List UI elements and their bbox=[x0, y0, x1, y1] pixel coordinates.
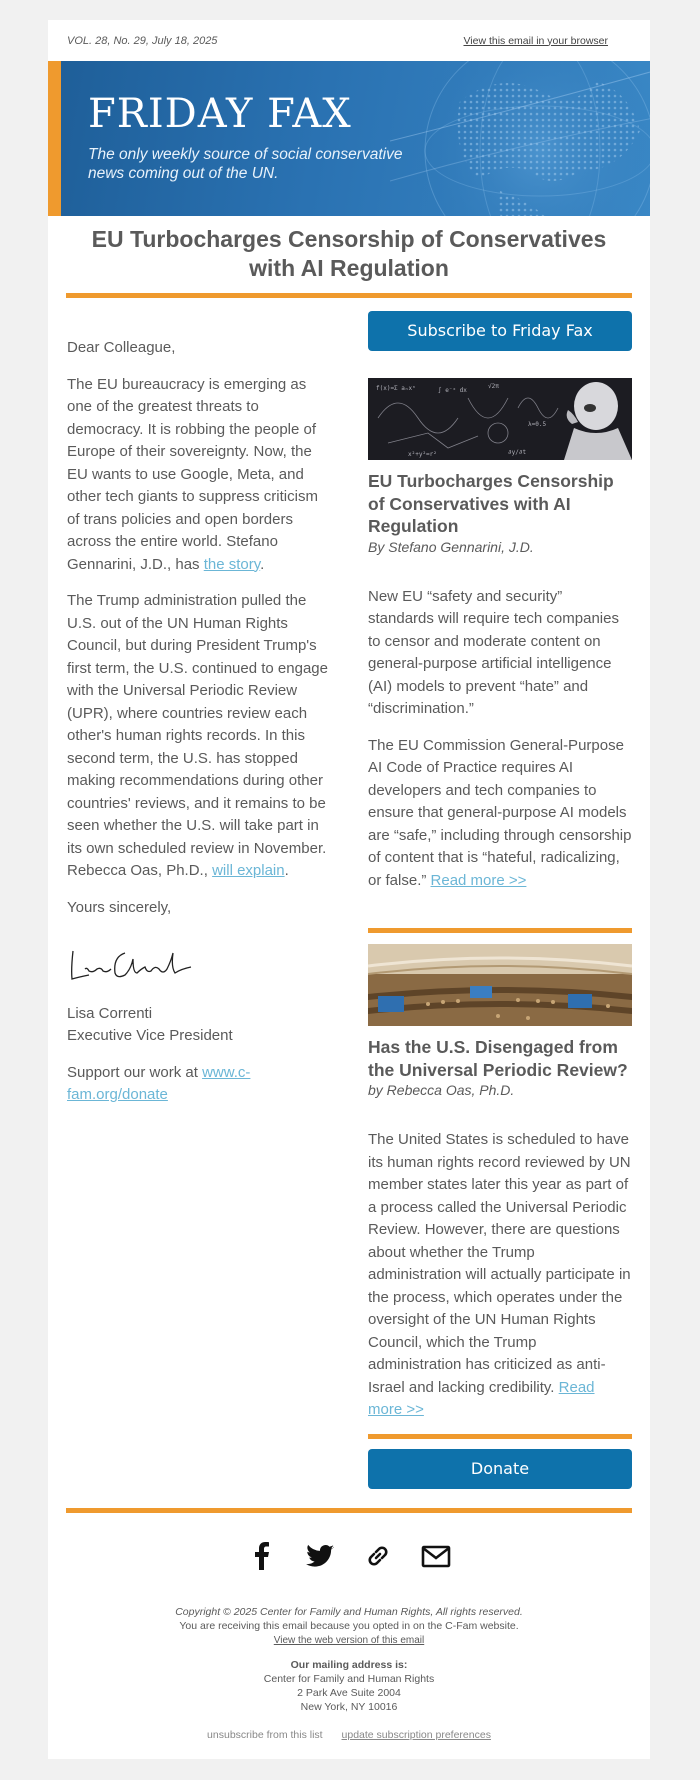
svg-text:f(x)=Σ aₙxⁿ: f(x)=Σ aₙxⁿ bbox=[376, 385, 416, 392]
ai-robot-image[interactable] bbox=[368, 378, 632, 460]
sidebar-donate bbox=[368, 1449, 632, 1489]
mailing-address-heading: Our mailing address is: bbox=[290, 1659, 408, 1671]
article-1-body bbox=[368, 586, 632, 893]
greeting: Dear Colleague, bbox=[67, 339, 176, 356]
will-explain-link[interactable]: will explain bbox=[212, 862, 285, 879]
preheader bbox=[48, 20, 650, 61]
svg-text:√2π: √2π bbox=[488, 383, 499, 390]
article-1-byline: By Stefano Gennarini, J.D. bbox=[368, 538, 534, 555]
unsubscribe-link[interactable]: unsubscribe from this list bbox=[207, 1729, 323, 1741]
street-address: 2 Park Ave Suite 2004 bbox=[297, 1687, 401, 1699]
orange-divider bbox=[368, 1434, 632, 1439]
copyright-text: Copyright © 2025 Center for Family and Human Rights, All rights reserved. bbox=[175, 1606, 523, 1618]
banner-title: FRIDAY FAX bbox=[88, 91, 352, 137]
article-2-paragraph-1: The United States is scheduled to have its human rights record reviewed by UN member states later this year as part of a process called the Universal Periodic Review. However, there are questions about whether the Trump administration will actually participate in the process, which operates under the oversight of the UN Human Rights Council, which the Trump administration has criticized as anti-Israel and lacking credibility. Read more >> bbox=[368, 1131, 631, 1418]
article-2-body bbox=[368, 1129, 632, 1422]
sidebar-subscribe bbox=[368, 311, 632, 351]
letter-paragraph-2: The Trump administration pulled the U.S. out of the UN Human Rights Council, but during President Trump's first term, the U.S. continued to engage with the Universal Periodic Review (UPR), where countries review each other's human rights records. In this second term, the U.S. has stopped making recommendations during other countries' reviews, and it remains to be seen whether the U.S. will take part in its own scheduled review in November. Rebecca Oas, Ph.D., will explain. bbox=[67, 592, 328, 879]
link-icon[interactable] bbox=[362, 1540, 394, 1572]
twitter-icon[interactable] bbox=[304, 1540, 336, 1572]
signer-block bbox=[67, 1003, 329, 1048]
letter-paragraph-1: The EU bureaucracy is emerging as one of the greatest threats to democracy. It is robbing the people of Europe of their sovereignty. Now, the EU wants to use Google, Meta, and other tech giants to suppress criticism of trans policies and open borders across the entire world. Stefano Gennarini, J.D., has the story. bbox=[67, 375, 318, 573]
donate-button[interactable]: Donate bbox=[368, 1449, 632, 1489]
web-version-link[interactable]: View the web version of this email bbox=[273, 1635, 425, 1646]
header-banner bbox=[48, 61, 650, 216]
globe-graphic bbox=[390, 61, 650, 216]
the-story-link[interactable]: the story bbox=[203, 555, 261, 573]
main-headline: EU Turbocharges Censorship of Conservatives with AI Regulation bbox=[91, 226, 607, 281]
banner-tagline: The only weekly source of social conservative news coming out of the UN. bbox=[88, 146, 403, 182]
article-1-paragraph-1: New EU “safety and security” standards will require tech companies to censor and moderate content on general-purpose artificial intelligence (AI) models to prevent “hate” and “discrimination.” bbox=[368, 587, 619, 717]
subscribe-button[interactable]: Subscribe to Friday Fax bbox=[368, 311, 632, 351]
svg-text:∂y/∂t: ∂y/∂t bbox=[508, 449, 527, 456]
article-1-read-more-link[interactable]: Read more >> bbox=[430, 871, 527, 889]
article-1 bbox=[368, 378, 632, 906]
footer bbox=[48, 1605, 650, 1742]
closing: Yours sincerely, bbox=[67, 898, 172, 916]
un-council-chamber-image[interactable] bbox=[368, 944, 632, 1026]
article-1-title[interactable]: EU Turbocharges Censorship of Conservatives with AI Regulation bbox=[368, 471, 614, 536]
city-address: New York, NY 10016 bbox=[300, 1701, 398, 1713]
signature-image bbox=[67, 939, 197, 989]
issue-info: VOL. 28, No. 29, July 18, 2025 bbox=[67, 34, 218, 47]
update-preferences-link[interactable]: update subscription preferences bbox=[341, 1729, 491, 1741]
orange-divider bbox=[368, 928, 632, 933]
svg-text:x²+y²=r²: x²+y²=r² bbox=[408, 451, 437, 458]
facebook-icon[interactable] bbox=[246, 1540, 278, 1572]
article-1-paragraph-2: The EU Commission General-Purpose AI Code of Practice requires AI developers and tech companies to ensure that general-purpose AI models are “safe,” including through censorship of content that is “hateful, radicalizing, or false.” Read more >> bbox=[368, 736, 632, 889]
org-name: Center for Family and Human Rights bbox=[263, 1673, 435, 1685]
footer-links bbox=[48, 1728, 650, 1742]
signer-name: Lisa Correnti bbox=[67, 1004, 153, 1022]
article-2-title[interactable]: Has the U.S. Disengaged from the Universal Periodic Review? bbox=[368, 1037, 628, 1080]
svg-text:λ=0.5: λ=0.5 bbox=[528, 421, 547, 428]
orange-divider bbox=[66, 1508, 632, 1513]
view-in-browser-link[interactable]: View this email in your browser bbox=[463, 34, 608, 47]
email-container bbox=[48, 20, 650, 1759]
article-2-read-more-link[interactable]: Read more >> bbox=[368, 1378, 595, 1418]
social-links bbox=[48, 1540, 650, 1572]
donate-url-link[interactable]: www.c-fam.org/donate bbox=[67, 1063, 251, 1103]
svg-text:∫ e⁻ˣ dx: ∫ e⁻ˣ dx bbox=[438, 387, 467, 394]
email-icon[interactable] bbox=[420, 1540, 452, 1572]
article-2 bbox=[368, 944, 632, 1436]
orange-divider bbox=[66, 293, 632, 298]
support-paragraph: Support our work at www.c-fam.org/donate bbox=[67, 1063, 251, 1103]
optin-text: You are receiving this email because you opted in on the C-Fam website. bbox=[179, 1620, 519, 1632]
signer-title: Executive Vice President bbox=[67, 1027, 233, 1044]
banner-accent-bar bbox=[48, 61, 61, 216]
article-2-byline: by Rebecca Oas, Ph.D. bbox=[368, 1082, 515, 1098]
letter-column bbox=[67, 337, 329, 1121]
